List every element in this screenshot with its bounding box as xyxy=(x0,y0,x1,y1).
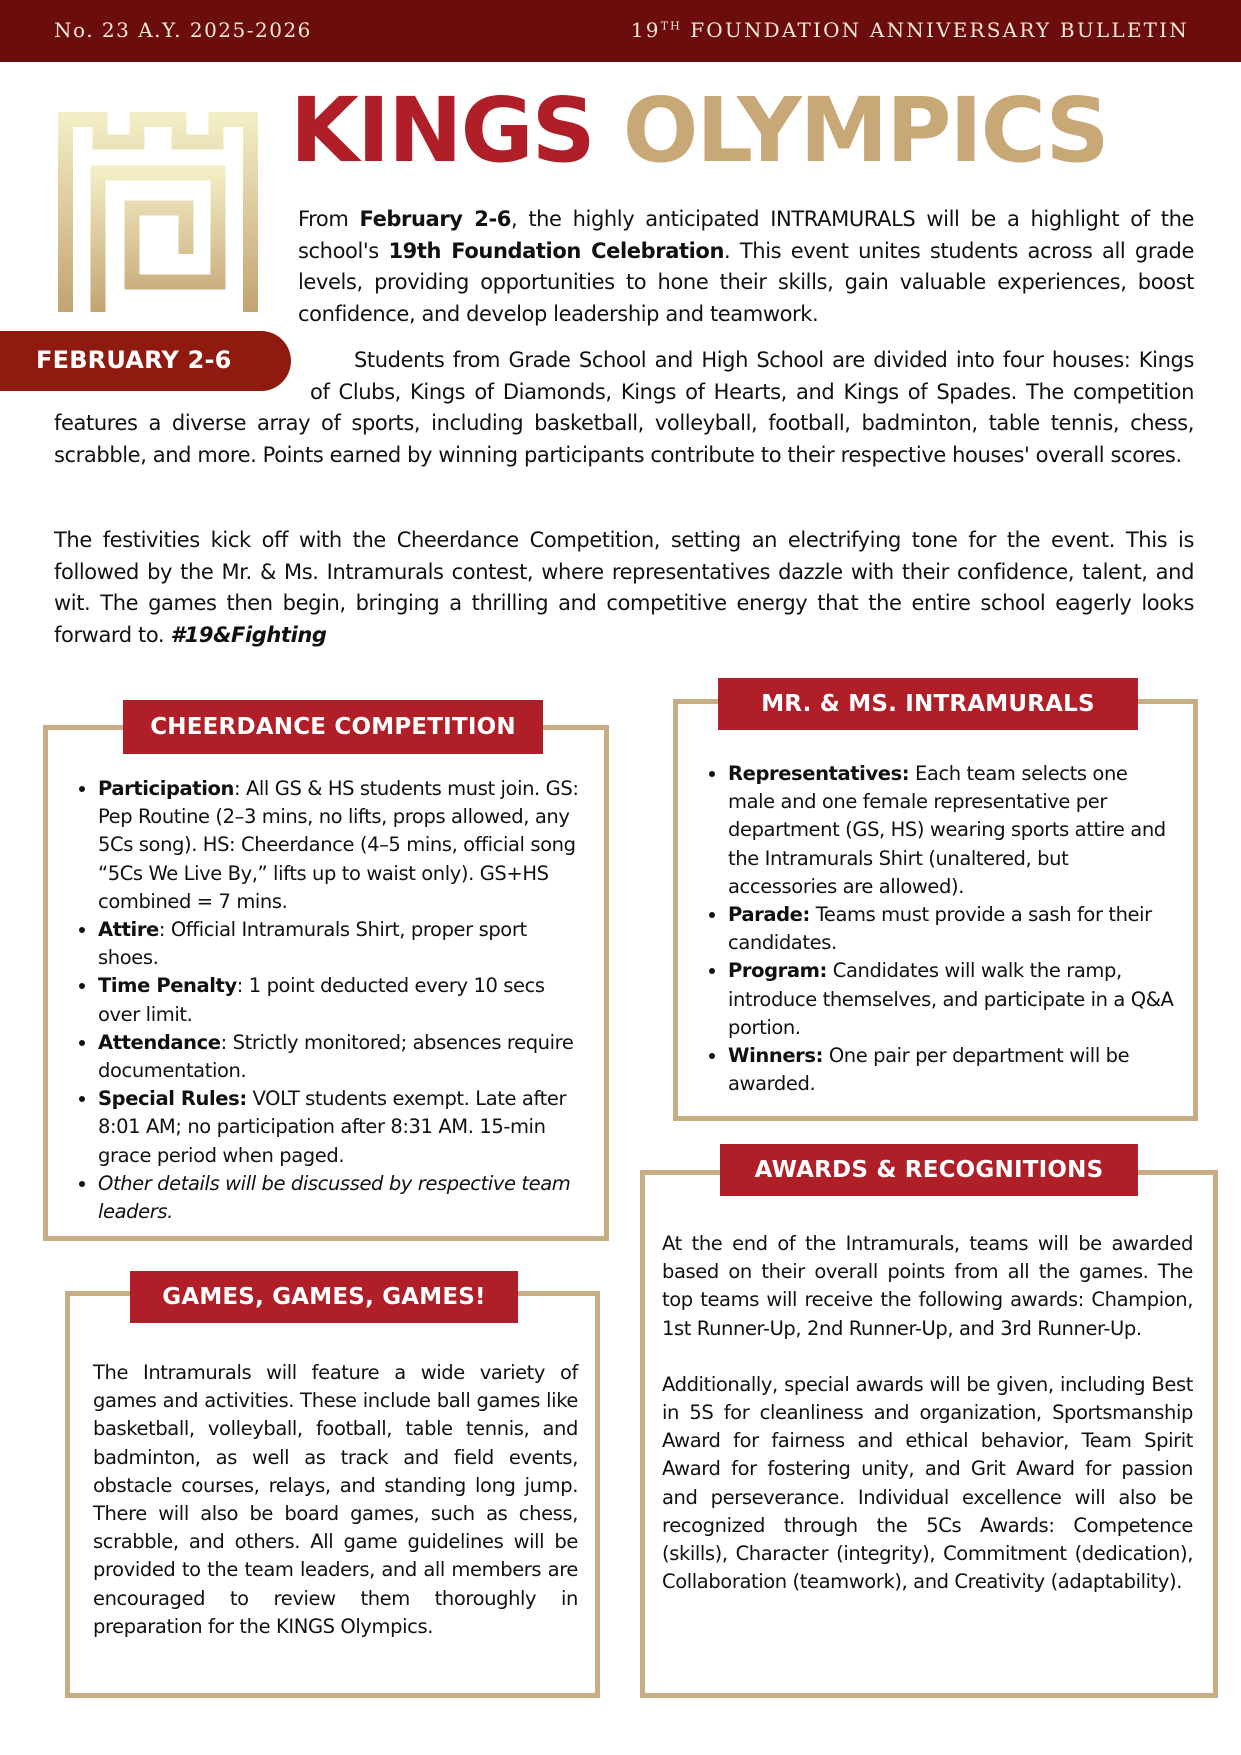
bulletin-name: FOUNDATION ANNIVERSARY BULLETIN xyxy=(681,18,1189,42)
item-label: Parade: xyxy=(728,903,810,927)
festivities-text: The festivities kick off with the Cheerdance Competition, setting an electrifying tone for the event. This is followed by the Mr. & Ms. Intramurals contest, where representatives dazzle with their confidence, talent, and wit. The games then begin, bringing a thrilling and competitive energy that the entire school eagerly looks forward to. xyxy=(54,528,1194,647)
issue-number: No. 23 A.Y. 2025-2026 xyxy=(54,18,312,42)
intro-date: February 2-6 xyxy=(359,207,511,231)
page-title xyxy=(290,78,1108,182)
intro-text-1: From xyxy=(298,207,360,231)
awards-box xyxy=(640,1170,1218,1698)
games-box xyxy=(65,1291,600,1698)
list-item xyxy=(98,916,590,972)
cheerdance-box xyxy=(43,725,609,1241)
awards-text-2: Additionally, special awards will be given, including Best in 5S for cleanliness and organization, Sportsmanship Award for fairness and ethical behavior, Team Spirit Award for fostering unity, and Grit Award for passion and perseverance. Individual excellence will also be recognized through the 5Cs Awards: Competence (skills), Character (integrity), Commitment (dedication), Collaboration (teamwork), and Creativity (adaptability). xyxy=(662,1372,1193,1594)
item-text: Candidates will walk the ramp, introduce themselves, and participate in a Q&A portion. xyxy=(728,959,1174,1039)
item-label: Participation xyxy=(98,777,234,800)
item-sep: : xyxy=(234,777,246,800)
item-label: Attendance xyxy=(98,1030,221,1054)
item-sep: : xyxy=(236,974,249,998)
houses-paragraph xyxy=(54,345,1194,471)
item-text: One pair per department will be awarded. xyxy=(728,1044,1130,1096)
item-label: Time Penalty xyxy=(98,974,237,998)
games-title: GAMES, GAMES, GAMES! xyxy=(130,1271,518,1323)
item-text: 1 point deducted every 10 secs over limit. xyxy=(98,974,545,1026)
title-olympics: OLYMPICS xyxy=(622,78,1108,182)
item-label: Representatives: xyxy=(728,762,910,785)
intro-text-3: . This event unites students across all grade levels, providing opportunities to hone their skills, gain valuable experiences, boost confidence, and develop leadership and teamwork. xyxy=(298,238,1194,326)
list-item xyxy=(728,957,1177,1042)
item-text: Teams must provide a sash for their candidates. xyxy=(728,903,1152,955)
list-item xyxy=(728,1042,1177,1098)
houses-text: Students from Grade School and High School are divided into four houses: Kings of Clubs, Kings of Diamonds, Kings of Hearts, and Kings of Spades. The competition features a diverse array of sports, including basketball, volleyball, football, badminton, table tennis, chess, scrabble, and more. Points earned by winning participants contribute to their respective houses' overall scores. xyxy=(54,348,1194,467)
item-note: Other details will be discussed by respective team leaders. xyxy=(98,1171,571,1224)
title-kings: KINGS xyxy=(290,78,594,182)
header-bar xyxy=(0,0,1241,62)
list-item xyxy=(98,972,590,1028)
bulletin-title xyxy=(631,18,1189,42)
list-item xyxy=(98,1029,590,1085)
item-label: Program: xyxy=(728,959,827,983)
bulletin-ordinal: 19 xyxy=(630,18,661,42)
awards-text-1: At the end of the Intramurals, teams will be awarded based on their overall points from all the games. The top teams will receive the following awards: Champion, 1st Runner-Up, 2nd Runner-Up, and 3rd Runner-Up. xyxy=(662,1232,1193,1340)
awards-title: AWARDS & RECOGNITIONS xyxy=(720,1144,1138,1196)
date-badge-label: FEBRUARY 2-6 xyxy=(36,346,232,374)
kings-tower-logo xyxy=(58,112,258,312)
list-item xyxy=(98,775,590,916)
item-label: Winners: xyxy=(728,1044,824,1068)
list-item xyxy=(728,760,1177,901)
item-sep: : xyxy=(220,1030,233,1054)
festivities-paragraph xyxy=(54,525,1194,651)
mrms-list xyxy=(678,760,1193,1098)
list-item-note xyxy=(98,1170,590,1226)
item-sep: : xyxy=(158,918,171,942)
intro-celebration: 19th Foundation Celebration xyxy=(388,238,724,263)
bulletin-ordinal-suffix: TH xyxy=(660,19,682,33)
games-text: The Intramurals will feature a wide variety of games and activities. These include ball games like basketball, volleyball, football, table tennis, and badminton, as well as track and field events, obstacle courses, relays, and standing long jump. There will also be board games, such as chess, scrabble, and others. All game guidelines will be provided to the team leaders, and all members are encouraged to review them thoroughly in preparation for the KINGS Olympics. xyxy=(93,1361,578,1638)
item-text: All GS & HS students must join. GS: Pep Routine (2–3 mins, no lifts, props allowed, any 5Cs song). HS: Cheerdance (4–5 mins, official song “5Cs We Live By,” lifts up to waist only). GS+HS combined = 7 mins. xyxy=(98,777,579,913)
item-text: Strictly monitored; absences require documentation. xyxy=(98,1030,574,1083)
hashtag: #19&Fighting xyxy=(170,622,327,647)
mrms-box xyxy=(673,699,1198,1121)
item-text: VOLT students exempt. Late after 8:01 AM; no participation after 8:31 AM. 15-min grace period when paged. xyxy=(98,1087,567,1167)
list-item xyxy=(728,901,1177,957)
item-label: Attire xyxy=(98,918,159,942)
list-item xyxy=(98,1085,590,1170)
item-text: Official Intramurals Shirt, proper sport shoes. xyxy=(98,918,527,970)
cheerdance-list xyxy=(48,775,604,1226)
badge-spacer xyxy=(54,345,310,401)
item-text: Each team selects one male and one female representative per department (GS, HS) wearing sports attire and the Intramurals Shirt (unaltered, but accessories are allowed). xyxy=(728,762,1166,898)
cheerdance-title: CHEERDANCE COMPETITION xyxy=(123,700,543,754)
item-label: Special Rules: xyxy=(98,1087,247,1111)
mrms-title: MR. & MS. INTRAMURALS xyxy=(718,678,1138,730)
intro-paragraph xyxy=(298,204,1194,330)
intro-text-2: , the highly anticipated INTRAMURALS will be a highlight of the school's xyxy=(298,207,1194,263)
houses-indent xyxy=(310,348,354,372)
